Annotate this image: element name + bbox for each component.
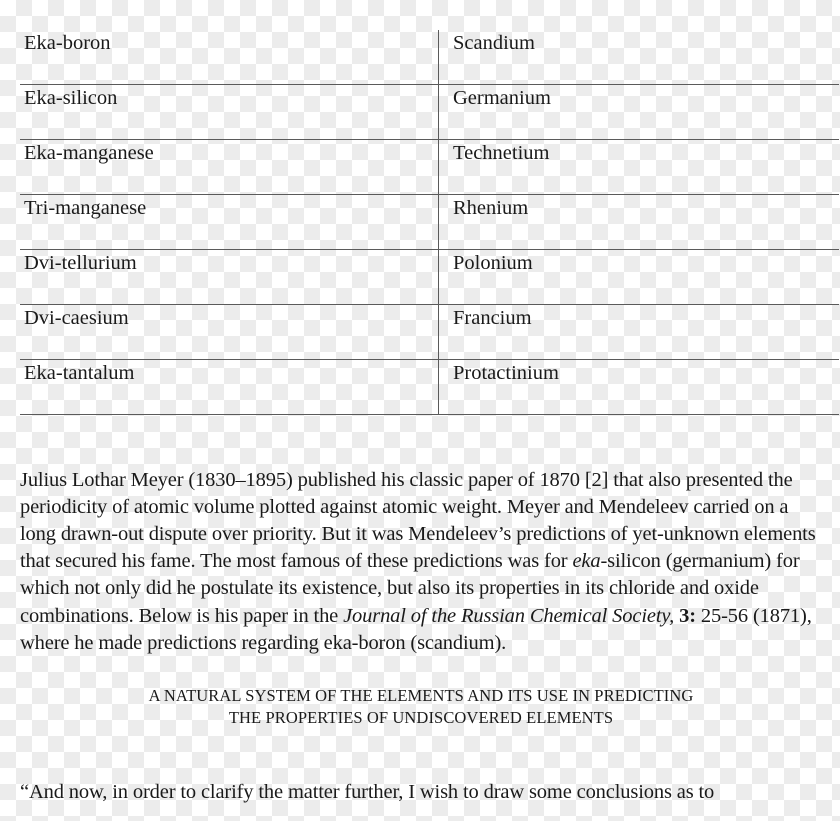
table-cell-modern-element bbox=[439, 305, 840, 360]
paragraph-bold-volume: 3: bbox=[679, 604, 696, 627]
paragraph-segment-1: Julius Lothar Meyer (1830–1895) published his classic paper of 1870 [2] that also presented the periodicity of atomic volume plotted against atomic weight. Meyer and Mendeleev carried on a long drawn-out dispute over priority. But it was Mendeleev’s predictions of yet-unknown elements that secured his fame. The most famous of these predictions was for bbox=[20, 468, 816, 573]
modern-element-text: Germanium bbox=[453, 87, 551, 109]
table-cell-modern-element bbox=[439, 250, 840, 305]
table-row bbox=[20, 360, 839, 415]
table-cell-predicted-name bbox=[20, 85, 439, 140]
table-cell-modern-element bbox=[439, 140, 840, 195]
predicted-name-text: Eka-manganese bbox=[24, 142, 154, 164]
table-row bbox=[20, 140, 839, 195]
predicted-name-text: Dvi-caesium bbox=[24, 307, 129, 329]
table-row bbox=[20, 30, 839, 85]
predicted-elements-table bbox=[20, 30, 839, 415]
table-cell-predicted-name bbox=[20, 250, 439, 305]
predicted-name-text: Eka-boron bbox=[24, 32, 111, 54]
table-cell-modern-element bbox=[439, 85, 840, 140]
table-body bbox=[20, 30, 839, 415]
table-cell-predicted-name bbox=[20, 360, 439, 415]
table-cell-modern-element bbox=[439, 30, 840, 85]
paragraph-segment-4: 25-56 (1871), where he made predictions regarding eka-boron (scandium). bbox=[20, 604, 812, 654]
table-cell-predicted-name bbox=[20, 30, 439, 85]
table-row bbox=[20, 250, 839, 305]
predicted-name-text: Tri-manganese bbox=[24, 197, 147, 219]
body-paragraph bbox=[20, 467, 822, 657]
modern-element-text: Rhenium bbox=[453, 197, 529, 219]
predicted-name-text: Eka-tantalum bbox=[24, 362, 135, 384]
table-row bbox=[20, 305, 839, 360]
modern-element-text: Polonium bbox=[453, 252, 533, 274]
paragraph-italic-eka: eka bbox=[572, 550, 601, 573]
quotation-opening-line: “And now, in order to clarify the matter further, I wish to draw some conclusions as to bbox=[20, 780, 715, 803]
predicted-name-text: Dvi-tellurium bbox=[24, 252, 137, 274]
article-heading bbox=[20, 685, 822, 729]
modern-element-text: Protactinium bbox=[453, 362, 559, 384]
table-cell-predicted-name bbox=[20, 140, 439, 195]
modern-element-text: Francium bbox=[453, 307, 532, 329]
table-cell-predicted-name bbox=[20, 195, 439, 250]
predicted-name-text: Eka-silicon bbox=[24, 87, 118, 109]
paragraph-segment-2: -silicon (germanium) for which not only did he postulate its existence, but also its properties in its chloride and oxide combinations. Below is his paper in the bbox=[20, 550, 800, 627]
modern-element-text: Scandium bbox=[453, 32, 535, 54]
table-cell-modern-element bbox=[439, 360, 840, 415]
table-row bbox=[20, 195, 839, 250]
table-row bbox=[20, 85, 839, 140]
article-heading-line-2: THE PROPERTIES OF UNDISCOVERED ELEMENTS bbox=[228, 708, 614, 727]
paragraph-italic-journal-title: Journal of the Russian Chemical Society, bbox=[343, 604, 675, 627]
article-heading-line-1: A NATURAL SYSTEM OF THE ELEMENTS AND ITS USE IN PREDICTING bbox=[148, 686, 694, 705]
modern-element-text: Technetium bbox=[453, 142, 550, 164]
table-cell-predicted-name bbox=[20, 305, 439, 360]
table-cell-modern-element bbox=[439, 195, 840, 250]
